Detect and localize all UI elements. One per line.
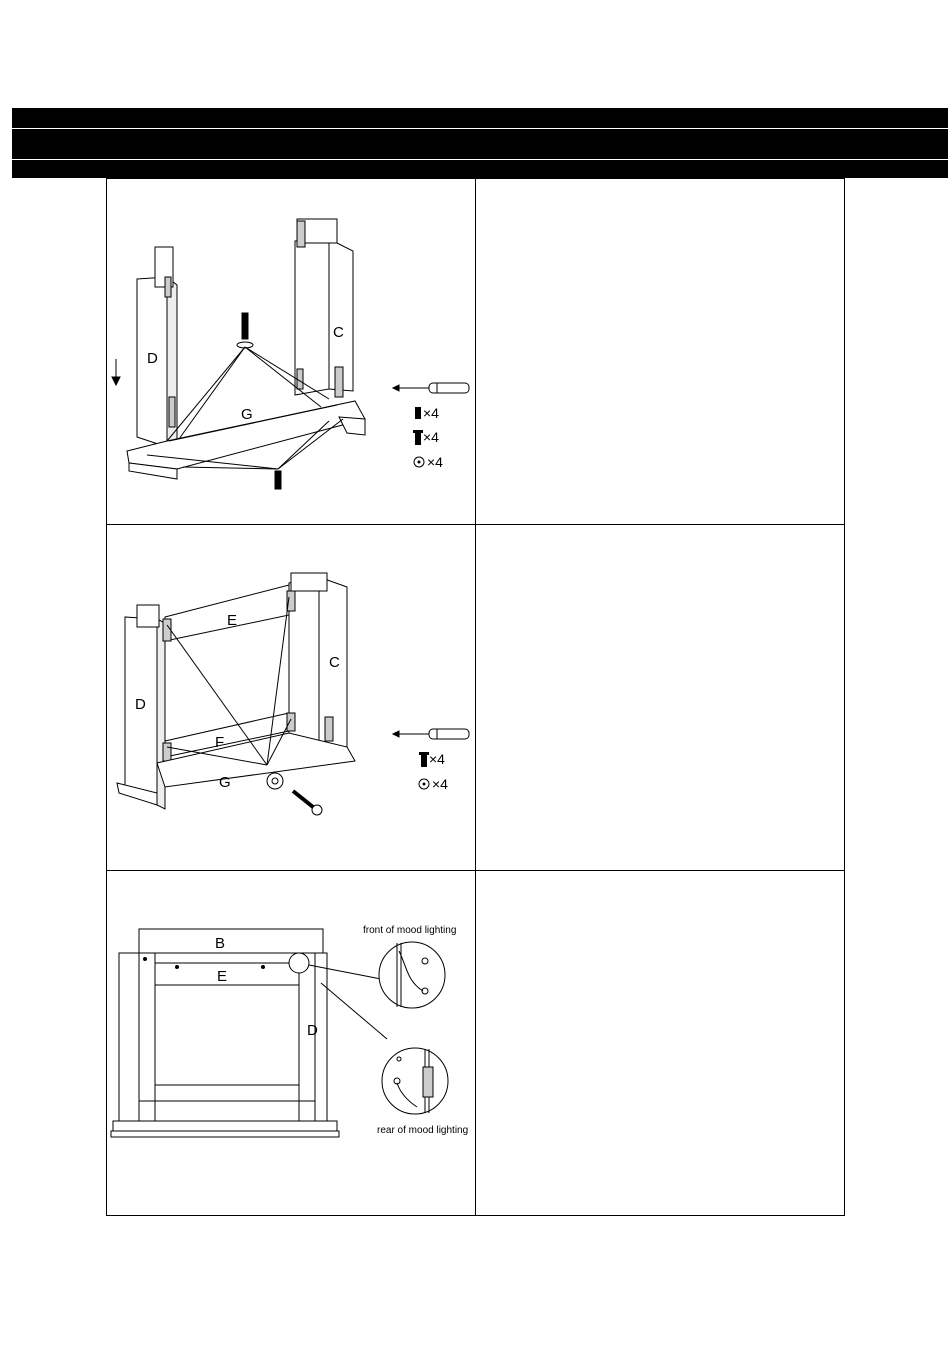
- step-row-1: [107, 179, 844, 525]
- washer-icon: [419, 779, 429, 789]
- part-label-c: C: [329, 654, 340, 671]
- part-label-c: C: [333, 324, 344, 341]
- part-label-e: E: [217, 968, 228, 985]
- step-2-illustration: [107, 525, 476, 870]
- part-label-d: D: [135, 696, 146, 713]
- part-qty-bolt: ×4: [429, 751, 445, 767]
- part-qty-washer: ×4: [432, 776, 448, 792]
- step-3-illustration: [107, 871, 476, 1215]
- part-qty-dowel: ×4: [423, 405, 439, 421]
- part-label-b: B: [215, 935, 226, 952]
- header-bar-bottom: [12, 160, 948, 178]
- bolt-icon: [413, 430, 423, 445]
- callout-front-label: front of mood lighting: [363, 925, 457, 936]
- step-2-instructions: [476, 525, 844, 870]
- screwdriver-icon: [393, 729, 469, 739]
- step-1-instructions: [476, 179, 844, 524]
- step-3-instructions: [476, 871, 844, 1215]
- step-1-diagram: [107, 179, 475, 524]
- header-bar-top: [12, 108, 948, 128]
- arrow-down-icon: [112, 377, 120, 385]
- step-3-diagram: [107, 871, 475, 1214]
- bolt-icon: [419, 752, 429, 767]
- callout-rear-label: rear of mood lighting: [377, 1125, 469, 1136]
- part-label-g: G: [219, 774, 231, 791]
- instruction-table: [106, 178, 845, 1216]
- step-2-diagram: [107, 525, 475, 870]
- part-qty-washer: ×4: [427, 454, 443, 470]
- screwdriver-icon: [393, 383, 469, 393]
- part-label-e: E: [227, 612, 238, 629]
- washer-icon: [414, 457, 424, 467]
- part-qty-bolt: ×4: [423, 429, 439, 445]
- step-row-3: [107, 871, 844, 1215]
- step-row-2: [107, 525, 844, 871]
- header-bar-middle: [12, 129, 948, 159]
- part-label-d: D: [147, 350, 158, 367]
- part-label-d: D: [307, 1022, 318, 1039]
- dowel-icon: [415, 407, 421, 419]
- step-1-illustration: [107, 179, 476, 524]
- part-label-g: G: [241, 406, 253, 423]
- part-label-f: F: [215, 734, 225, 751]
